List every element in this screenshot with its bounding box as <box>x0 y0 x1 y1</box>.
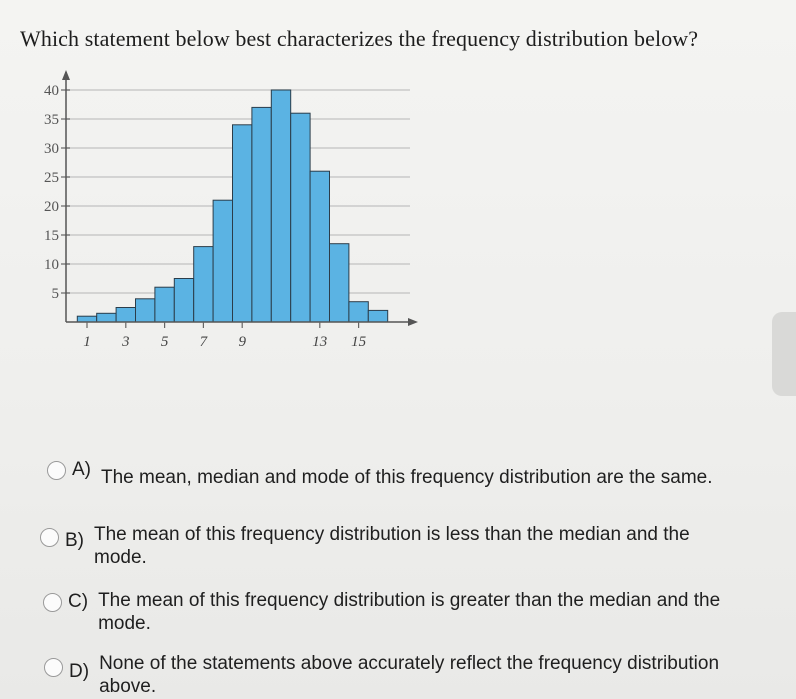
x-tick-label: 13 <box>312 334 328 350</box>
option-c[interactable] <box>43 589 773 635</box>
y-tick-label: 10 <box>44 257 59 273</box>
option-a-text: The mean, median and mode of this frequency distribution are the same. <box>101 467 713 488</box>
histogram-bar <box>77 316 96 322</box>
histogram-bar <box>252 107 271 322</box>
option-b[interactable] <box>40 523 740 569</box>
radio-button-c[interactable] <box>43 593 62 612</box>
y-tick-label: 35 <box>44 112 59 128</box>
histogram-bar <box>349 302 368 322</box>
y-tick-label: 30 <box>44 141 59 157</box>
histogram-bar <box>330 244 349 322</box>
radio-button-a[interactable] <box>47 461 66 480</box>
x-tick-label: 5 <box>160 334 169 350</box>
histogram-chart <box>0 0 460 370</box>
x-tick-label: 7 <box>199 334 208 350</box>
radio-button-b[interactable] <box>40 528 59 547</box>
option-d-letter: D) <box>69 661 90 682</box>
y-tick-label: 20 <box>44 199 59 215</box>
y-tick-label: 40 <box>44 83 59 99</box>
option-b-letter: B) <box>65 530 84 551</box>
option-d-text: None of the statements above accurately reflect the frequency distribution above. <box>99 653 720 697</box>
option-c-letter: C) <box>68 591 89 612</box>
histogram-bar <box>174 279 193 323</box>
histogram-bar <box>194 247 213 322</box>
histogram-bar <box>97 313 116 322</box>
histogram-bar <box>310 171 329 322</box>
y-tick-label: 5 <box>51 286 59 302</box>
histogram-bar <box>233 125 252 322</box>
x-tick-label: 3 <box>122 334 130 350</box>
histogram-bar <box>368 310 387 322</box>
histogram-bar <box>291 113 310 322</box>
x-tick-label: 15 <box>351 334 367 350</box>
question-text: Which statement below best characterizes the frequency distribution below? <box>20 26 699 51</box>
histogram-bar <box>155 287 174 322</box>
y-axis-arrow <box>62 70 70 80</box>
option-c-text: The mean of this frequency distribution is greater than the median and the mode. <box>98 590 721 634</box>
option-a-letter: A) <box>72 459 91 480</box>
option-b-text: The mean of this frequency distribution is less than the median and the mode. <box>94 524 690 568</box>
histogram-bar <box>271 90 290 322</box>
histogram-bar <box>136 299 155 322</box>
option-a[interactable] <box>47 459 782 489</box>
y-tick-label: 15 <box>44 228 59 244</box>
y-tick-label: 25 <box>44 170 59 186</box>
option-d[interactable] <box>44 652 779 698</box>
side-scroll-tab <box>772 312 796 396</box>
x-tick-label: 9 <box>238 334 246 350</box>
x-tick-label: 1 <box>83 334 91 350</box>
radio-button-d[interactable] <box>44 658 63 677</box>
histogram-bar <box>213 200 232 322</box>
x-axis-arrow <box>408 318 418 326</box>
histogram-bar <box>116 308 135 323</box>
